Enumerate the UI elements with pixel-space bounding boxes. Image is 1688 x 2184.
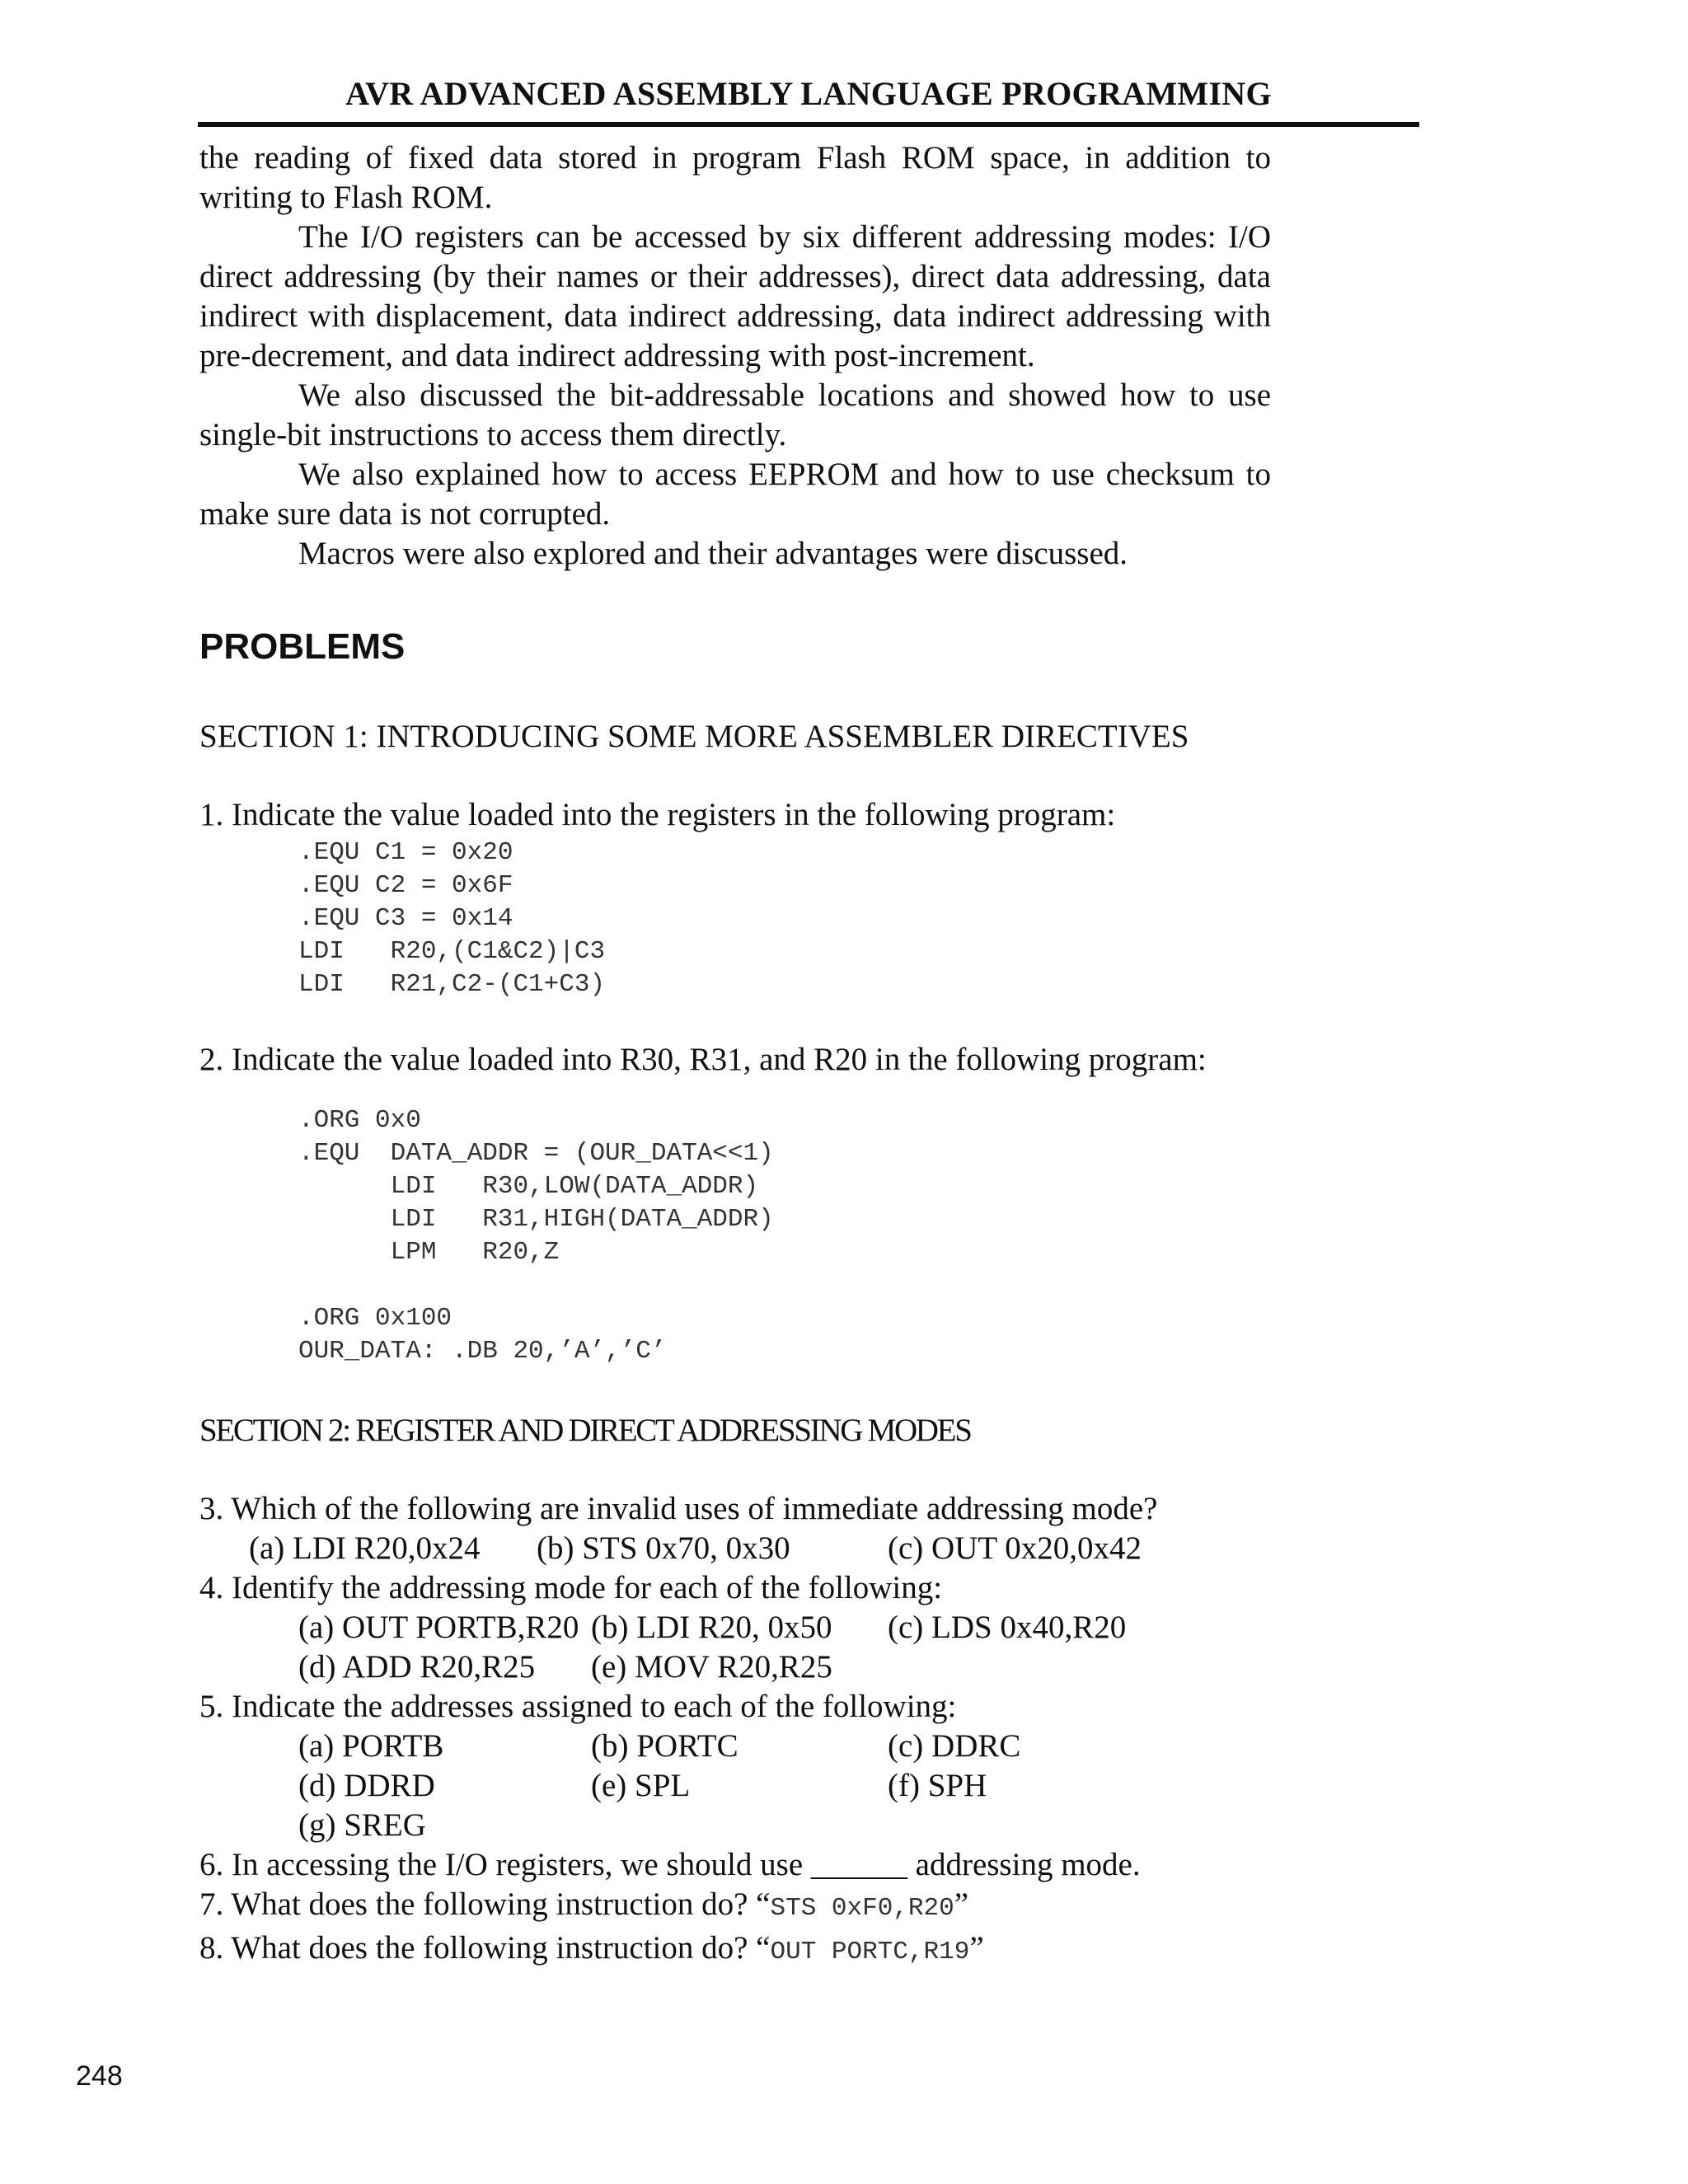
code-line: .EQU C2 = 0x6F — [298, 871, 513, 900]
question-4-options — [199, 1647, 1271, 1687]
question-3: 3. Which of the following are invalid uses of immediate addressing mode? — [199, 1491, 1158, 1526]
intro-paragraph-4: We also explained how to access EEPROM and how to use checksum to make sure data is not corrupted. — [199, 457, 1271, 532]
question-7-text: 7. What does the following instruction do? “ — [199, 1886, 771, 1922]
code-line: LPM R20,Z — [298, 1238, 560, 1267]
question-8-close-quote: ” — [969, 1930, 984, 1966]
option: (a) LDI R20,0x24 — [249, 1530, 481, 1566]
question-7 — [199, 1885, 1271, 1929]
question-2-code — [298, 1104, 1271, 1368]
code-line: .EQU C1 = 0x20 — [298, 838, 513, 867]
option: (c) DDRC — [888, 1728, 1021, 1764]
code-blank-line — [298, 1269, 1271, 1302]
question-5-options — [199, 1766, 1271, 1806]
option: (g) SREG — [298, 1807, 426, 1843]
question-8-text: 8. What does the following instruction do? “ — [199, 1930, 771, 1966]
option: (d) ADD R20,R25 — [298, 1649, 536, 1685]
problems-heading: PROBLEMS — [199, 626, 406, 667]
code-line: .EQU C3 = 0x14 — [298, 904, 513, 933]
code-line: .ORG 0x100 — [298, 1304, 452, 1333]
code-line: .ORG 0x0 — [298, 1106, 421, 1135]
option: (c) LDS 0x40,R20 — [888, 1610, 1127, 1645]
option: (d) DDRD — [298, 1768, 435, 1803]
intro-paragraph-3: We also discussed the bit-addressable locations and showed how to use single-bit instructions to access them directly. — [199, 377, 1271, 452]
option: (b) PORTC — [591, 1728, 738, 1764]
option: (e) SPL — [591, 1768, 691, 1803]
question-4: 4. Identify the addressing mode for each of the following: — [199, 1570, 943, 1605]
code-line: LDI R21,C2-(C1+C3) — [298, 970, 606, 999]
question-7-code: STS 0xF0,R20 — [770, 1894, 954, 1923]
question-2: 2. Indicate the value loaded into R30, R31, and R20 in the following program: — [199, 1042, 1207, 1077]
question-1-code — [298, 837, 1271, 1001]
code-line: .EQU DATA_ADDR = (OUR_DATA<<1) — [298, 1139, 774, 1168]
option: (c) OUT 0x20,0x42 — [888, 1530, 1142, 1566]
question-5-options — [199, 1806, 1271, 1845]
code-line: LDI R31,HIGH(DATA_ADDR) — [298, 1205, 774, 1234]
question-3-options — [199, 1529, 1271, 1568]
page-body — [199, 138, 1271, 1972]
intro-paragraph-2: The I/O registers can be accessed by six different addressing modes: I/O direct addressing (by their names or their addresses), direct data addressing, data indirect with displacement, data indirect addressing, data indirect addressing with pre-decrement, and data indirect addressing with post-increment. — [199, 219, 1271, 373]
running-header: AVR ADVANCED ASSEMBLY LANGUAGE PROGRAMMING — [345, 75, 1272, 112]
option: (f) SPH — [888, 1768, 987, 1803]
question-4-options — [199, 1608, 1271, 1647]
question-8 — [199, 1929, 1271, 1972]
code-line: OUR_DATA: .DB 20,’A’,’C’ — [298, 1337, 667, 1366]
page-number: 248 — [76, 2060, 123, 2092]
code-line: LDI R20,(C1&C2)|C3 — [298, 937, 606, 966]
question-5: 5. Indicate the addresses assigned to each of the following: — [199, 1689, 957, 1724]
question-5-options — [199, 1727, 1271, 1766]
option: (a) OUT PORTB,R20 — [298, 1610, 579, 1645]
code-line: LDI R30,LOW(DATA_ADDR) — [298, 1172, 759, 1201]
question-6: 6. In accessing the I/O registers, we should use ______ addressing mode. — [199, 1847, 1141, 1882]
question-1: 1. Indicate the value loaded into the registers in the following program: — [199, 797, 1116, 832]
section-1-title: SECTION 1: INTRODUCING SOME MORE ASSEMBLER DIRECTIVES — [199, 719, 1189, 754]
header-rule — [198, 122, 1419, 127]
option: (b) LDI R20, 0x50 — [591, 1610, 832, 1645]
intro-paragraph-5: Macros were also explored and their advantages were discussed. — [298, 536, 1128, 571]
option: (a) PORTB — [298, 1728, 444, 1764]
section-2-title: SECTION 2: REGISTER AND DIRECT ADDRESSING MODES — [199, 1413, 971, 1448]
option: (b) STS 0x70, 0x30 — [537, 1530, 790, 1566]
option: (e) MOV R20,R25 — [591, 1649, 832, 1685]
intro-paragraph-1: the reading of fixed data stored in program Flash ROM space, in addition to writing to Flash ROM. — [199, 140, 1271, 215]
question-8-code: OUT PORTC,R19 — [770, 1938, 970, 1966]
question-7-close-quote: ” — [954, 1886, 969, 1922]
